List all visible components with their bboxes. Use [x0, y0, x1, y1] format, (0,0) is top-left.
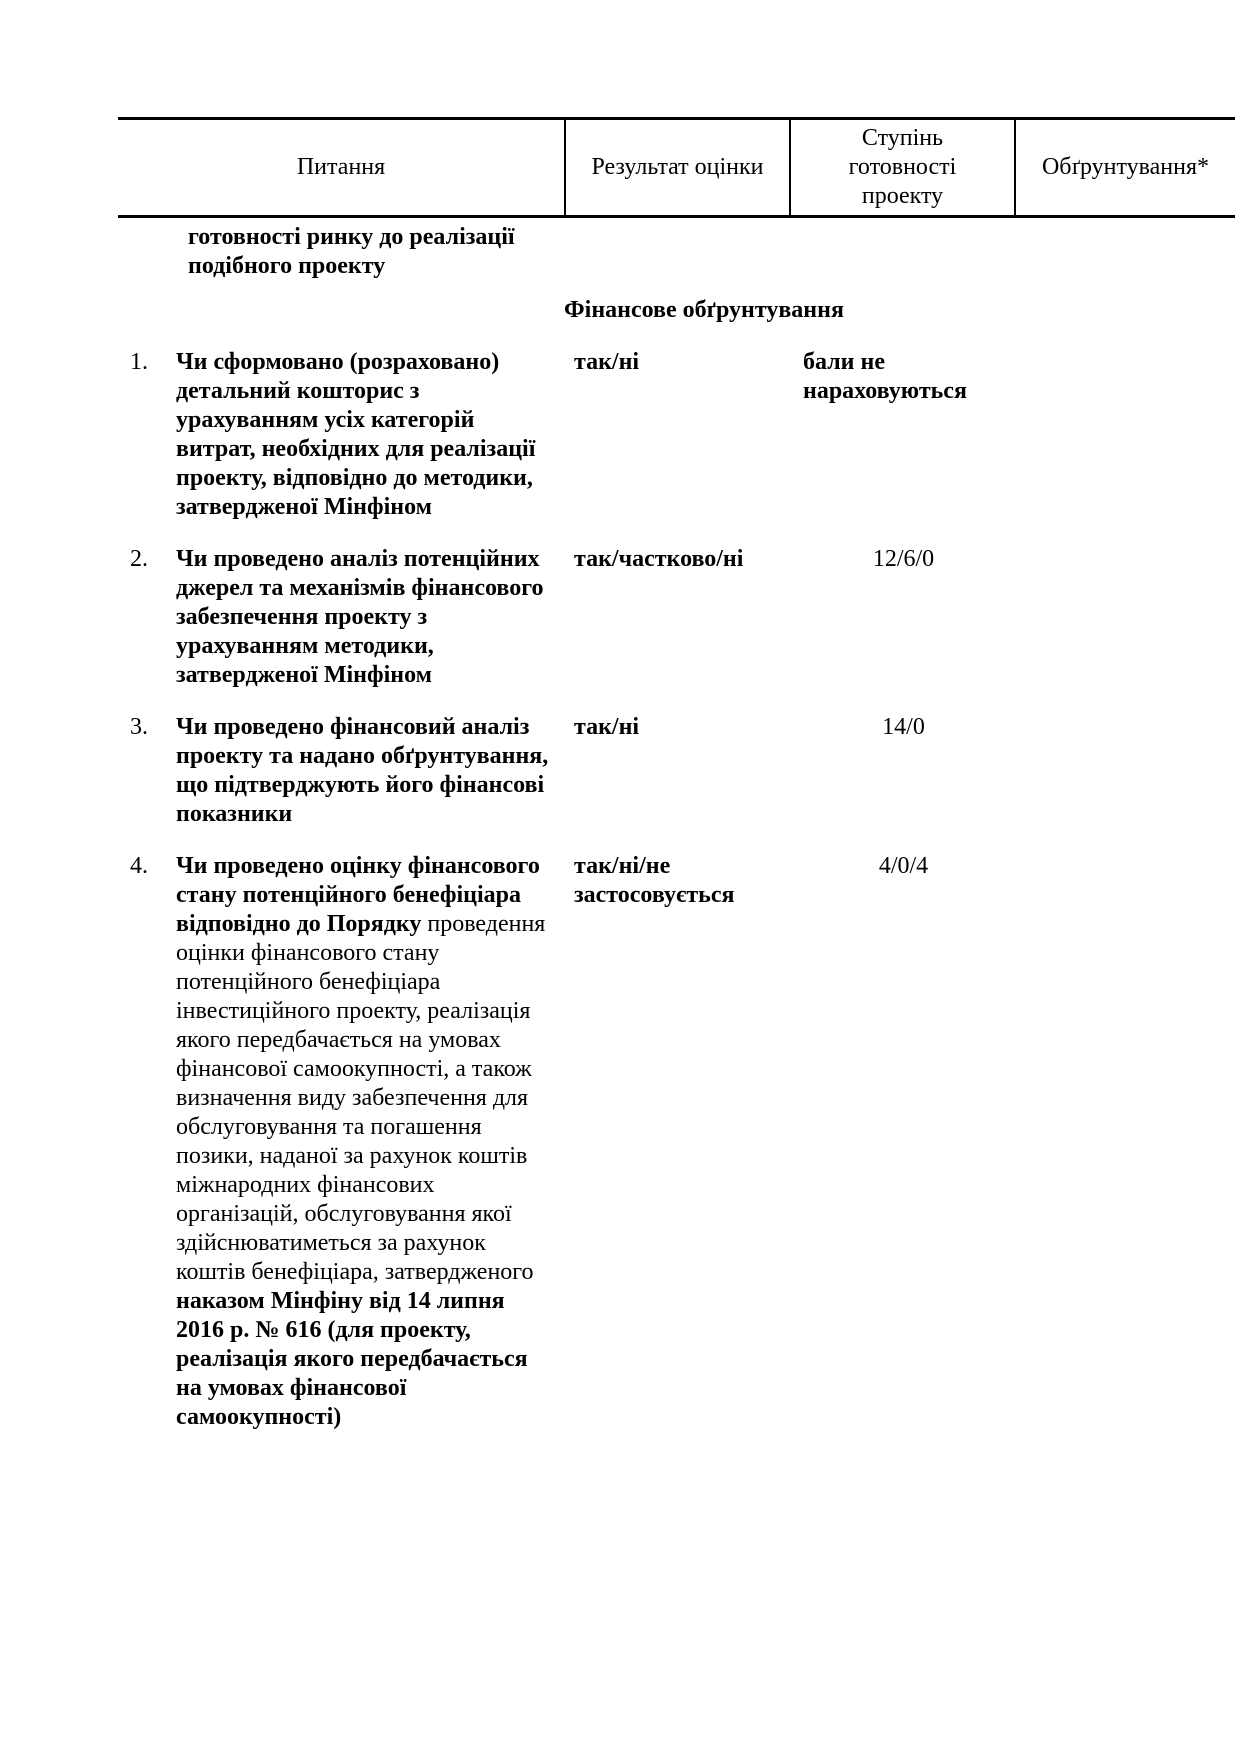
question-text [176, 852, 566, 1432]
column-header-readiness [791, 120, 1016, 215]
assessment-table [118, 117, 1235, 1432]
question-number: 1. [130, 349, 148, 375]
result-cell: так/ні [574, 349, 640, 375]
question-text-bold-end: наказом Мінфіну від 14 липня 2016 р. № 616 (для проекту, реалізація якого передбачається на умовах фінансової самоокупності) [176, 1288, 528, 1430]
justification-cell [1016, 713, 1235, 829]
column-header-result-label: Результат оцінки [591, 154, 764, 180]
justification-cell [1016, 348, 1235, 522]
question-text: Чи проведено аналіз потенційних джерел та механізмів фінансового забезпечення проекту з урахуванням методики, затвердженої Мінфіном [176, 546, 544, 688]
table-row [118, 545, 1235, 690]
section-heading: Фінансове обґрунтування [564, 297, 844, 323]
question-cell [118, 348, 566, 522]
column-header-readiness-label: Ступінь готовності проекту [848, 125, 957, 209]
question-cell [118, 852, 566, 1432]
readiness-cell: бали не нараховуються [803, 349, 967, 404]
question-cell [118, 545, 566, 690]
table-row [118, 713, 1235, 829]
column-header-result [566, 120, 791, 215]
question-text-bold-start: Чи проведено оцінку фінансового стану потенційного бенефіціара відповідно до Порядку [176, 853, 540, 937]
question-number: 3. [130, 714, 148, 740]
column-header-justification [1016, 120, 1235, 215]
result-cell: так/ні [574, 714, 640, 740]
justification-cell [1016, 852, 1235, 1432]
question-text-regular-middle: проведення оцінки фінансового стану потенційного бенефіціара інвестиційного проекту, реалізація якого передбачається на умовах фінансової самоокупності, а також визначення виду забезпечення для обслуговування та погашення позики, наданої за рахунок коштів міжнародних фінансових організацій, обслуговування якої здійснюватиметься за рахунок коштів бенефіціара, затвердженого [176, 911, 546, 1285]
result-cell: так/ні/не застосовується [574, 853, 735, 908]
column-header-justification-label: Обґрунтування* [1041, 154, 1210, 180]
question-number: 2. [130, 546, 148, 572]
readiness-cell: 14/0 [882, 714, 925, 740]
question-text: Чи сформовано (розраховано) детальний кошторис з урахуванням усіх категорій витрат, необхідних для реалізації проекту, відповідно до методики, затвердженої Мінфіном [176, 349, 536, 520]
table-row [118, 348, 1235, 522]
readiness-cell: 12/6/0 [872, 546, 935, 572]
readiness-cell: 4/0/4 [878, 853, 929, 879]
column-header-question-label: Питання [296, 154, 386, 180]
result-cell: так/частково/ні [574, 546, 744, 572]
table-header-row [118, 117, 1235, 218]
carryover-question-text: готовності ринку до реалізації подібного проекту [188, 224, 515, 279]
justification-cell [1016, 545, 1235, 690]
question-text: Чи проведено фінансовий аналіз проекту та надано обґрунтування, що підтверджують його фінансові показники [176, 714, 549, 827]
question-number: 4. [130, 853, 148, 879]
table-row [118, 852, 1235, 1432]
question-cell [118, 713, 566, 829]
column-header-question [118, 120, 566, 215]
